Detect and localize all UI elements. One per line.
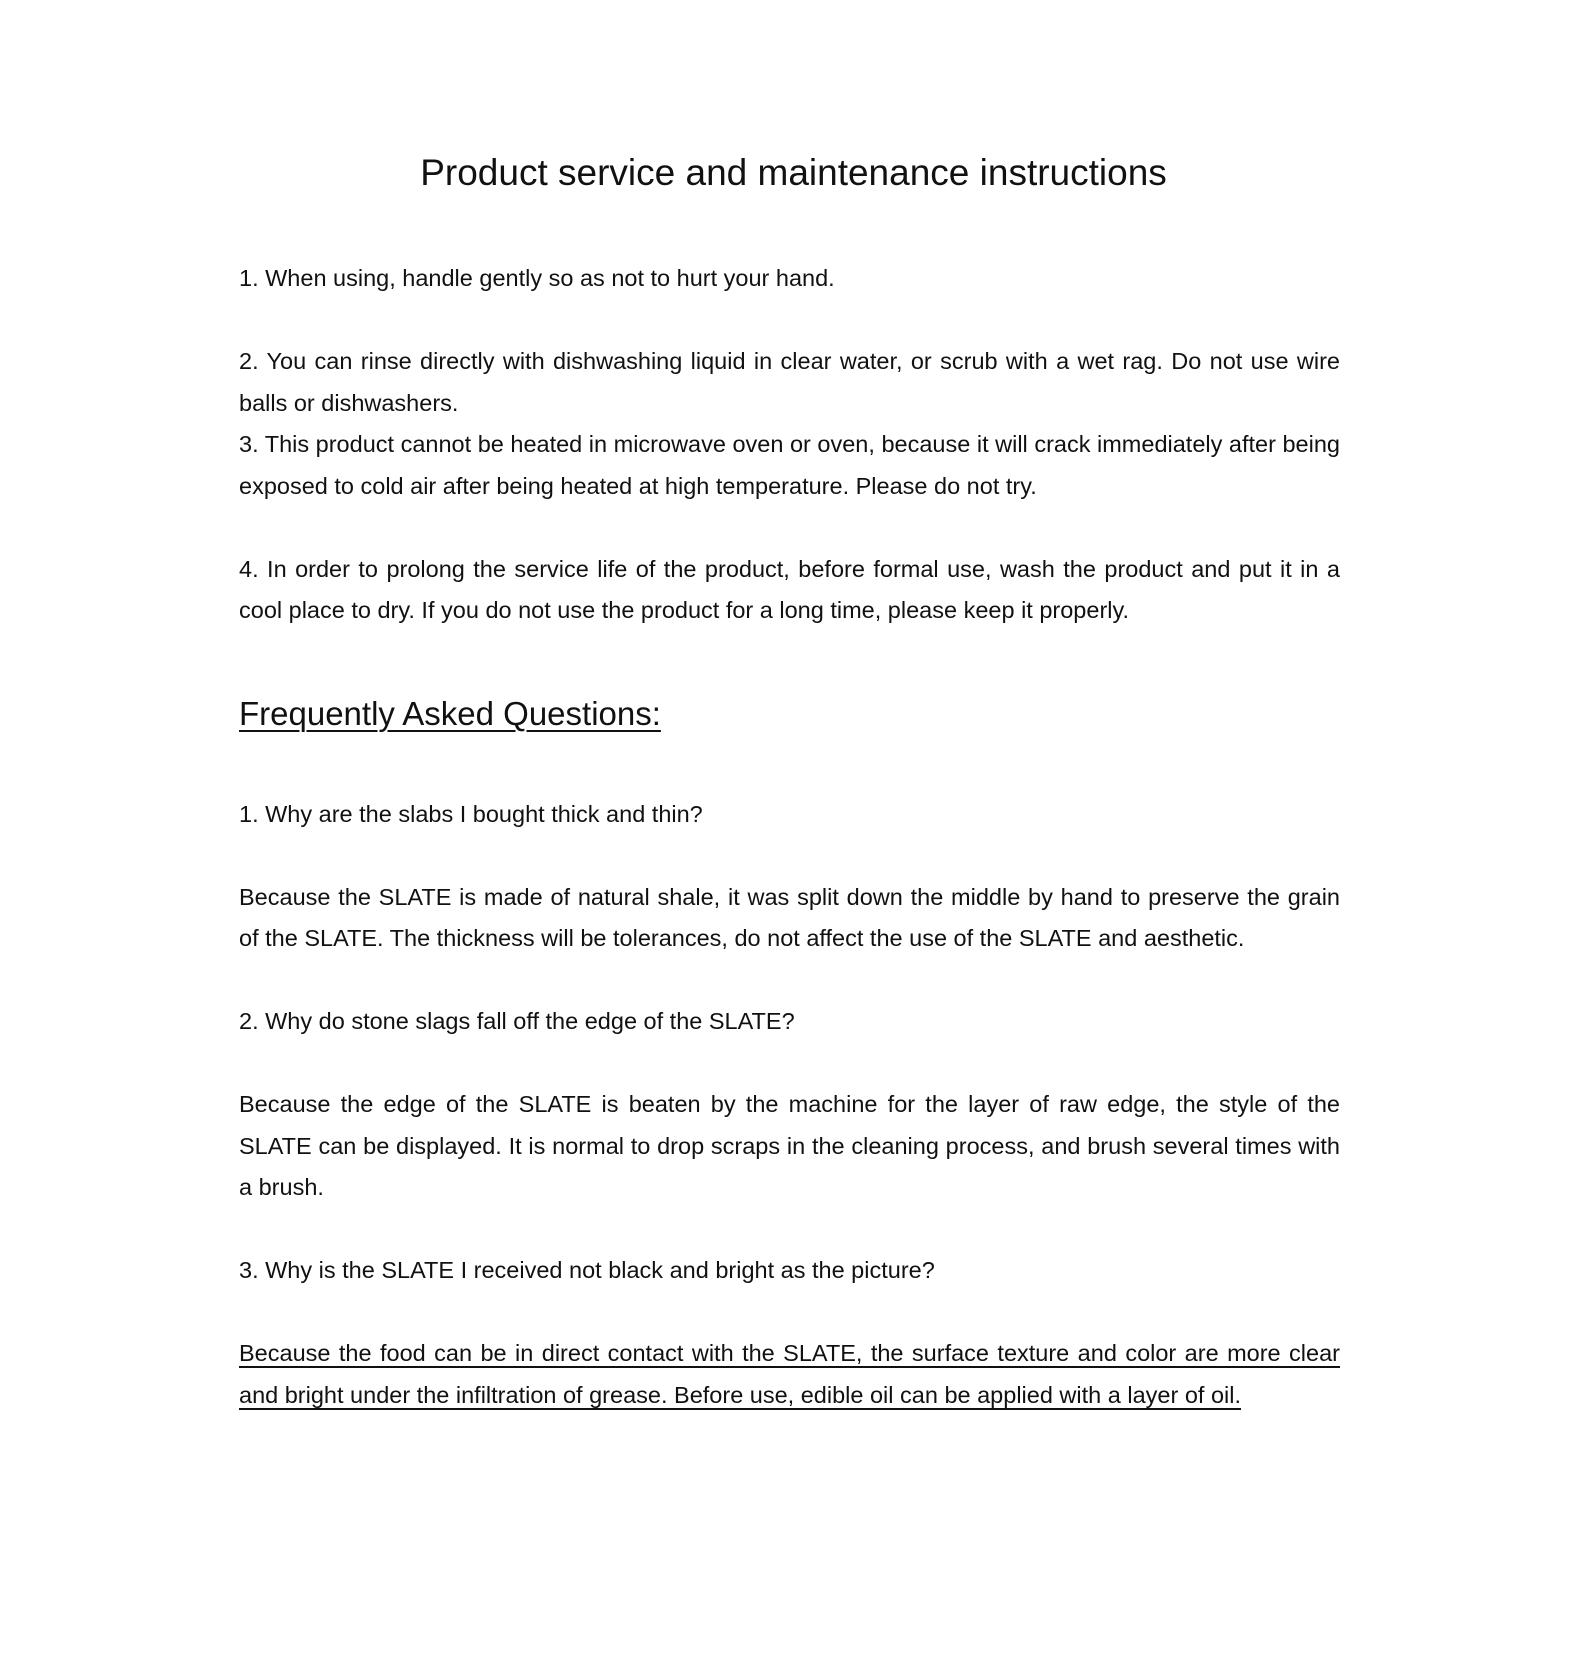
document-body [239,258,1340,1416]
faq-answer: Because the food can be in direct contact with the SLATE, the surface texture and color are more clear and bright under the infiltration of grease. Before use, edible oil can be applied with a layer of oil. [239,1340,1340,1408]
instruction-item: 1. When using, handle gently so as not to hurt your hand. [239,265,835,291]
faq-answer: Because the SLATE is made of natural shale, it was split down the middle by hand to preserve the grain of the SLATE. The thickness will be tolerances, do not affect the use of the SLATE and aesthetic. [239,883,1340,951]
faq-heading: Frequently Asked Questions: [239,694,661,732]
instruction-item: 4. In order to prolong the service life of the product, before formal use, wash the product and put it in a cool place to dry. If you do not use the product for a long time, please keep it properly. [239,555,1340,623]
faq-question: 2. Why do stone slags fall off the edge of the SLATE? [239,1008,795,1034]
faq-answer: Because the edge of the SLATE is beaten by the machine for the layer of raw edge, the style of the SLATE can be displayed. It is normal to drop scraps in the cleaning process, and brush several times with a brush. [239,1091,1340,1200]
faq-question: 3. Why is the SLATE I received not black and bright as the picture? [239,1257,935,1283]
faq-question: 1. Why are the slabs I bought thick and thin? [239,800,703,827]
document-title: Product service and maintenance instructions [420,152,1167,193]
instruction-item: 2. You can rinse directly with dishwashing liquid in clear water, or scrub with a wet rag. Do not use wire balls or dishwashers. [239,348,1340,416]
instruction-item: 3. This product cannot be heated in microwave oven or oven, because it will crack immediately after being exposed to cold air after being heated at high temperature. Please do not try. [239,431,1340,499]
